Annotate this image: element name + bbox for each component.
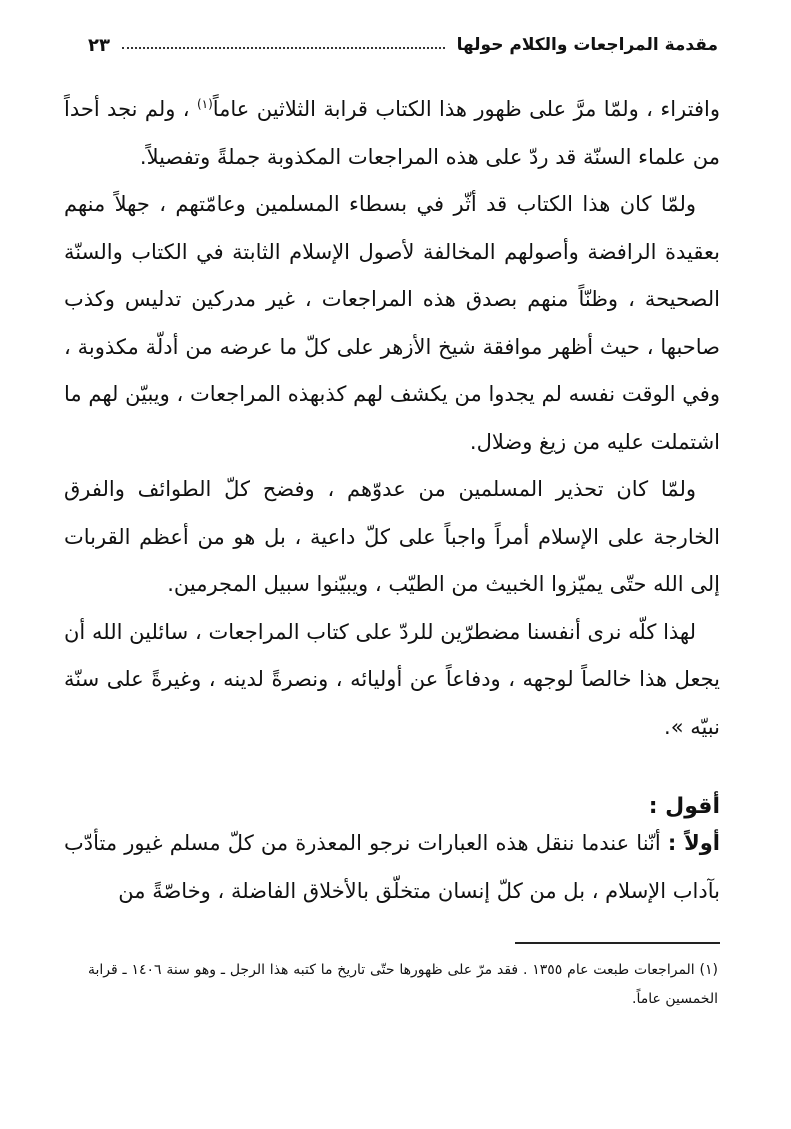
section-heading: أقول : [648,794,720,819]
paragraph-text: وافتراء ، ولمّا مرَّ على ظهور هذا الكتاب قرابة الثلاثين عاماً [212,97,720,121]
header-leader-dots [122,47,445,49]
paragraph: لهذا كلّه نرى أنفسنا مضطرّين للردّ على كتاب المراجعات ، سائلين الله أن يجعل هذا خالصاً لوجهه ، ودفاعاً عن أوليائه ، ونصرةً لدينه ، وغيرةً على سنّة نبيّه ». [64,619,720,739]
page-number: ٢٣ [88,34,110,56]
paragraph-text: أنّنا عندما ننقل هذه العبارات نرجو المعذرة من كلّ مسلم غيور متأدّب بآداب الإسلام ، بل من كلّ إنسان متخلّق بالأخلاق الفاضلة ، وخاصّةً من [64,831,720,903]
section-body [64,820,720,915]
paragraph: ولمّا كان تحذير المسلمين من عدوّهم ، وفضح كلّ الطوائف والفرق الخارجة على الإسلام أمراً واجباً على كلّ داعية ، بل هو من أعظم القربات إلى الله حتّى يميّزوا الخبيث من الطيّب ، ويبيّنوا سبيل المجرمين. [64,477,720,596]
footnote-divider [515,942,720,944]
paragraph-text: ، ولم نجد أحداً من علماء السنّة قد ردّ على هذه المراجعات المكذوبة جملةً وتفصيلاً. [64,97,720,169]
running-header [88,30,718,60]
footnote-marker[interactable]: (١) [196,97,213,111]
paragraph [64,820,720,915]
header-title: مقدمة المراجعات والكلام حولها [456,35,718,55]
lead-label: أولاً : [667,831,720,855]
footnote: (١) المراجعات طبعت عام ١٣٥٥ . فقد مرّ على ظهورها حتّى تاريخ ما كتبه هذا الرجل ـ وهو سنة ١٤٠٦ ـ قرابة الخمسين عاماً. [88,962,718,1007]
paragraph: ولمّا كان هذا الكتاب قد أثّر في بسطاء المسلمين وعامّتهم ، جهلاً منهم بعقيدة الرافضة وأصولهم المخالفة لأصول الإسلام الثابتة في الكتاب والسنّة الصحيحة ، وظنّاً منهم بصدق هذه المراجعات ، غير مدركين تدليس وكذب صاحبها ، حيث أظهر موافقة شيخ الأزهر على كلّ ما عرضه من أدلّة مكذوبة ، وفي الوقت نفسه لم يجدوا من يكشف لهم كذبهذه المراجعات ، ويبيّن لهم ما اشتملت عليه من زيغ وضلال. [64,192,720,454]
body-text [64,86,720,751]
paragraph [64,86,720,181]
